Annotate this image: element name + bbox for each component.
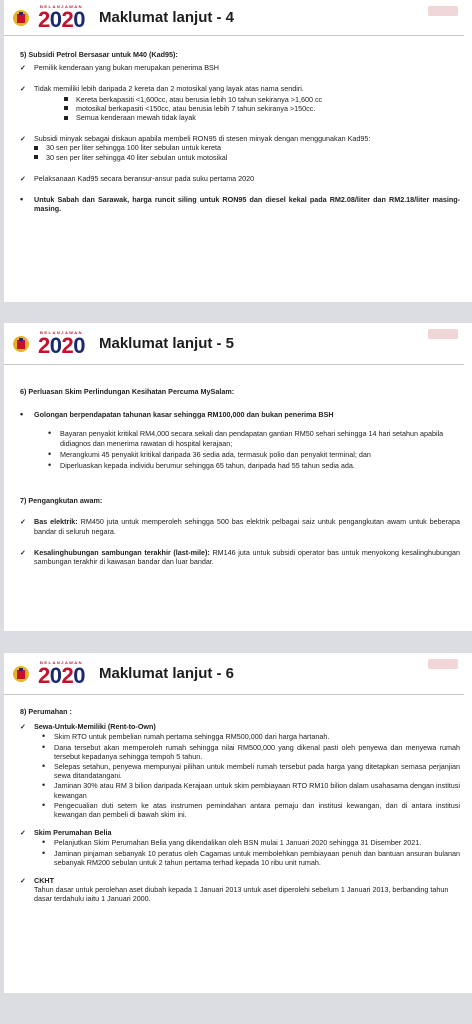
logo-digit: 0 <box>73 663 85 688</box>
list-item: Diperluaskan kepada individu berumur sehingga 65 tahun, daripada had 55 tahun sedia ada. <box>60 461 355 471</box>
list-item: Tidak memiliki lebih daripada 2 kereta dan 2 motosikal yang layak atas nama sendiri. <box>34 84 304 94</box>
crest-icon <box>10 663 32 685</box>
logo-small-text: BELANJAWAN <box>39 660 83 665</box>
list-item: 30 sen per liter sehingga 100 liter sebulan untuk kereta <box>46 143 222 153</box>
section-title: 7) Pengangkutan awam: <box>20 496 103 506</box>
logo-digit: 2 <box>61 333 74 358</box>
square-list <box>64 95 460 123</box>
square-bullet-icon <box>64 97 68 101</box>
list-item: Semua kenderaan mewah tidak layak <box>76 113 196 123</box>
crest-icon <box>10 333 32 355</box>
section-label: Skim Perumahan Belia <box>34 828 112 838</box>
bullet-icon: • <box>48 448 52 459</box>
square-list <box>34 143 460 161</box>
list-item: Dana tersebut akan memperoleh rumah sehingga nilai RM500,000 yang dikenal pasti oleh penyewa dan menyewa rumah tersebut kepadanya sehingga tempoh 5 tahun. <box>54 742 460 761</box>
section-label: CKHT <box>34 876 54 886</box>
square-bullet-icon <box>64 116 68 120</box>
list-item: Pelaksanaan Kad95 secara beransur-ansur pada suku pertama 2020 <box>34 173 255 183</box>
crest-icon <box>10 7 32 29</box>
slide-content <box>4 695 472 904</box>
bullet-icon: • <box>42 837 46 848</box>
slide-maklumat-lanjut-6 <box>4 653 472 993</box>
logo-small-text: BELANJAWAN <box>39 330 83 335</box>
list-item-text: RM450 juta untuk memperoleh sehingga 500 bas elektrik pelbagai saiz untuk pengangkutan awam untuk beberapa bandar di seluruh negara. <box>34 517 460 536</box>
square-bullet-icon <box>34 146 38 150</box>
logo-digit: 0 <box>73 7 85 32</box>
check-icon: ✓ <box>20 84 27 94</box>
list-item: Merangkumi 45 penyakit kritikal daripada 36 sedia ada, termasuk polio dan penyakit terminal; dan <box>60 449 371 459</box>
slide-header <box>4 653 464 695</box>
logo-digit: 0 <box>73 333 85 358</box>
list-item: 30 sen per liter sehingga 40 liter sebulan untuk motosikal <box>46 152 228 162</box>
section-title: 8) Perumahan : <box>20 707 72 716</box>
check-icon: ✓ <box>20 63 27 73</box>
logo-digit: 0 <box>49 663 62 688</box>
list-item: Selepas setahun, penyewa mempunyai pilihan untuk membeli rumah tersebut pada harga yang ditetapkan semasa perjanjian sewa ditandatangani. <box>54 762 460 781</box>
logo-digit: 2 <box>61 663 74 688</box>
list-item-label: Kesalinghubungan sambungan terakhir (last-mile): <box>34 547 210 557</box>
logo-digit: 0 <box>49 7 62 32</box>
slide-content <box>4 36 472 213</box>
check-icon: ✓ <box>20 722 27 732</box>
list-item-text: RM146 juta untuk subsidi operator bas untuk menyokong kesalinghubungan sambungan terakhir di kawasan bandar dan luar bandar. <box>34 547 460 567</box>
square-bullet-icon <box>64 106 68 110</box>
logo-digit: 2 <box>38 7 50 32</box>
check-icon: ✓ <box>20 517 27 527</box>
budget-2020-logo <box>38 4 85 31</box>
section-title: 6) Perluasan Skim Perlindungan Kesihatan Percuma MySalam: <box>20 387 235 396</box>
section-title: 5) Subsidi Petrol Bersasar untuk M40 (Kad95): <box>20 50 178 59</box>
list-item-label: Bas elektrik: <box>34 517 78 527</box>
slide-title: Maklumat lanjut - 6 <box>99 665 235 682</box>
list-item: Pelanjutkan Skim Perumahan Belia yang dikendalikan oleh BSN mulai 1 Januari 2020 sehingga 31 Disember 2021. <box>54 838 422 848</box>
list-item: Jaminan pinjaman sebanyak 10 peratus oleh Cagamas untuk membolehkan pembiayaan penuh dan bantuan ansuran bulanan sebanyak RM200 sebulan untuk 2 tahun pertama terhad kepada 10 ribu unit rumah. <box>54 848 460 867</box>
bullet-icon: • <box>42 731 46 742</box>
check-icon: ✓ <box>20 828 27 838</box>
watermark-logo-icon <box>428 329 458 339</box>
list-item: Jaminan 30% atau RM 3 bilion daripada Kerajaan untuk skim pembiayaan RTO RM10 bilion dalam usahasama dengan institusi kewangan <box>54 781 460 800</box>
logo-digit: 2 <box>38 333 50 358</box>
list-item: Golongan berpendapatan tahunan kasar sehingga RM100,000 dan bukan penerima BSH <box>34 410 334 420</box>
section-label: Sewa-Untuk-Memiliki (Rent-to-Own) <box>34 722 156 732</box>
list-item <box>34 517 460 535</box>
list-item: Bayaran penyakit kritikal RM4,000 secara sekali dan pendapatan gantian RM50 sehari sehingga 14 hari setahun apabila didiagnos dan menerima rawatan di hospital kerajaan; <box>60 429 444 448</box>
bullet-icon: • <box>42 780 46 791</box>
bullet-sublist <box>42 838 460 867</box>
slide-title: Maklumat lanjut - 4 <box>99 9 235 26</box>
list-item: Subsidi minyak sebagai diskaun apabila membeli RON95 di stesen minyak dengan menggunakan Kad95: <box>34 134 371 144</box>
bullet-icon: • <box>42 741 46 752</box>
bullet-sublist <box>48 429 460 470</box>
slide-maklumat-lanjut-5 <box>4 323 472 631</box>
logo-digit: 2 <box>38 663 50 688</box>
bullet-icon: • <box>42 761 46 772</box>
list-item: Untuk Sabah dan Sarawak, harga runcit siling untuk RON95 dan diesel kekal pada RM2.08/liter dan RM2.18/liter masing-masing. <box>34 195 460 214</box>
check-icon: ✓ <box>20 876 27 886</box>
bullet-icon: • <box>42 847 46 858</box>
bullet-icon: • <box>48 428 52 439</box>
budget-2020-logo <box>38 330 85 357</box>
list-item: Pemilik kenderaan yang bukan merupakan penerima BSH <box>34 63 219 73</box>
slide-header <box>4 0 464 36</box>
budget-2020-logo <box>38 660 85 687</box>
list-item: motosikal berkapasiti <150cc, atau berusia lebih 7 tahun sekiranya >150cc. <box>76 103 316 113</box>
check-icon: ✓ <box>20 547 27 557</box>
logo-digit: 0 <box>49 333 62 358</box>
watermark-logo-icon <box>428 659 458 669</box>
bullet-icon: • <box>42 799 46 810</box>
square-bullet-icon <box>34 155 38 159</box>
bullet-icon: • <box>20 194 24 205</box>
check-icon: ✓ <box>20 173 27 183</box>
logo-small-text: BELANJAWAN <box>39 4 83 9</box>
bullet-sublist <box>42 732 460 819</box>
slide-title: Maklumat lanjut - 5 <box>99 335 235 352</box>
logo-digit: 2 <box>61 7 74 32</box>
list-item <box>34 548 460 566</box>
section-text: Tahun dasar untuk perolehan aset diubah kepada 1 Januari 2013 untuk aset diperolehi sebelum 1 Januari 2013, berbanding tahun dasar terdahulu iaitu 1 Januari 2000. <box>34 885 449 904</box>
check-icon: ✓ <box>20 134 27 144</box>
watermark-logo-icon <box>428 6 458 16</box>
list-item: Pengecualian duti setem ke atas instrumen pemindahan antara pemaju dan institusi kewangan, dan di antara institusi kewangan dan pembeli di bawah skim ini. <box>54 800 460 820</box>
bullet-icon: • <box>20 409 24 420</box>
slide-header <box>4 323 464 365</box>
slide-content <box>4 365 472 566</box>
list-item: Skim RTO untuk pembelian rumah pertama sehingga RM500,000 dari harga hartanah. <box>54 732 330 742</box>
bullet-icon: • <box>48 460 52 471</box>
list-item: Kereta berkapasiti <1,600cc, atau berusia lebih 10 tahun sekiranya >1,600 cc <box>76 94 323 104</box>
slide-maklumat-lanjut-4 <box>4 0 472 302</box>
